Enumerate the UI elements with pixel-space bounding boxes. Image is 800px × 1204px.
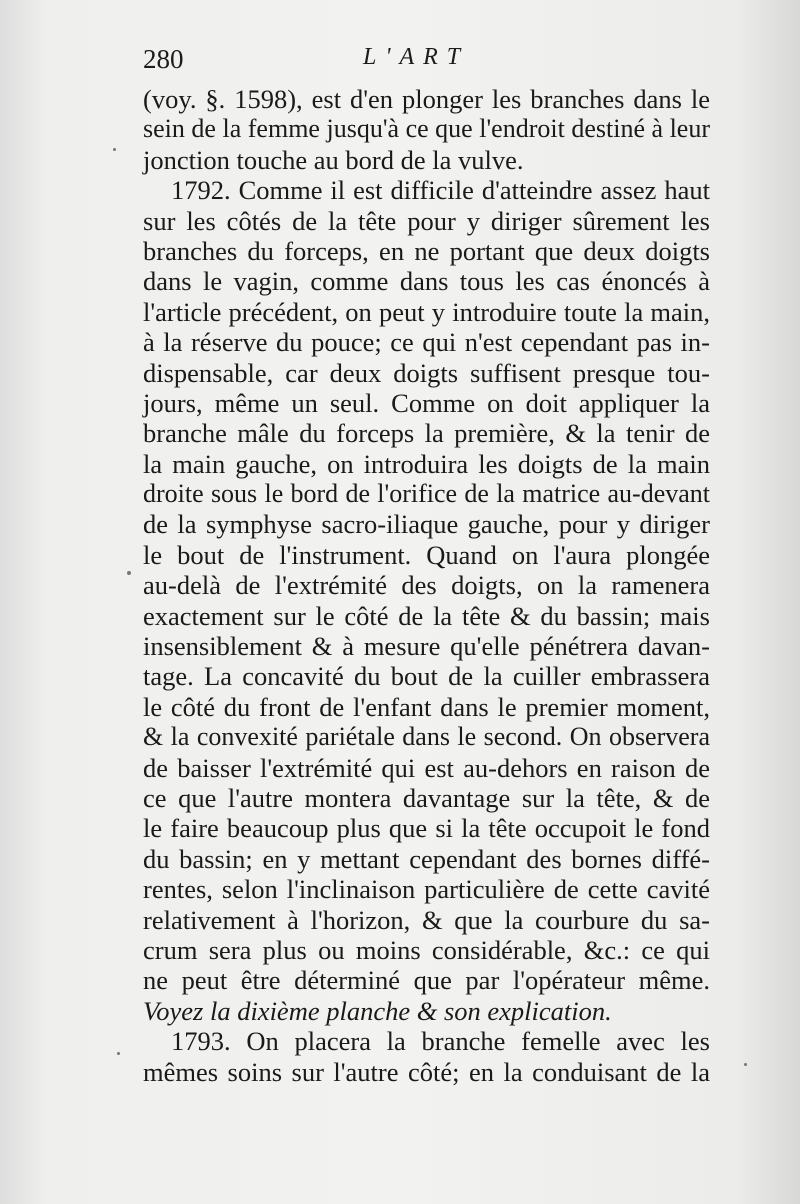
text-line: tage. La concavité du bout de la cuiller embrassera [143, 661, 710, 692]
text-line: ne peut être déterminé que par l'opérateur même. [143, 965, 710, 996]
text-line: le côté du front de l'enfant dans le premier moment, [143, 691, 710, 722]
text-line: de baisser l'extrémité qui est au-dehors en raison de [143, 752, 710, 783]
paper-speck [113, 148, 116, 151]
text-line: 1792. Comme il est difficile d'atteindre assez haut [171, 175, 710, 206]
text-line: l'article précédent, on peut y introduire toute la main, [143, 296, 710, 327]
page-header [143, 44, 708, 84]
page-number: 280 [143, 44, 184, 74]
text-line: crum sera plus ou moins considérable, &c.: ce qui [143, 934, 710, 965]
text-line: branches du forceps, en ne portant que deux doigts [143, 235, 710, 266]
text-line: sein de la femme jusqu'à ce que l'endroit destiné à leur [143, 114, 710, 144]
text-line: & la convexité pariétale dans le second. On observera [143, 722, 710, 752]
body-text [143, 84, 710, 1087]
text-line: le faire beaucoup plus que si la tête occupoit le fond [143, 813, 710, 844]
text-line: la main gauche, on introduira les doigts de la main [143, 448, 710, 479]
paper-speck [744, 1063, 747, 1066]
text-line: exactement sur le côté de la tête & du bassin; mais [143, 600, 710, 631]
text-line: au-delà de l'extrémité des doigts, on la ramenera [143, 570, 710, 601]
text-line: dans le vagin, comme dans tous les cas énoncés à [143, 266, 710, 297]
text-line: ce que l'autre montera davantage sur la tête, & de [143, 782, 710, 813]
text-line: relativement à l'horizon, & que la courbure du sa- [143, 904, 710, 935]
text-line: mêmes soins sur l'autre côté; en la conduisant de la [143, 1056, 710, 1087]
text-line: droite sous le bord de l'orifice de la matrice au-devant [143, 479, 710, 509]
text-line: jonction touche au bord de la vulve. [143, 144, 524, 175]
text-line: du bassin; en y mettant cependant des bornes diffé- [143, 843, 710, 874]
text-line: (voy. §. 1598), est d'en plonger les branches dans le [143, 84, 710, 114]
text-line: sur les côtés de la tête pour y diriger sûrement les [143, 205, 710, 236]
text-line: branche mâle du forceps la première, & la tenir de [143, 418, 710, 449]
text-line: rentes, selon l'inclinaison particulière de cette cavité [143, 874, 710, 905]
text-line: de la symphyse sacro-iliaque gauche, pour y diriger [143, 509, 710, 540]
text-line: le bout de l'instrument. Quand on l'aura plongée [143, 539, 710, 570]
text-line: 1793. On placera la branche femelle avec les [171, 1026, 710, 1057]
text-line: insensiblement & à mesure qu'elle pénétrera davan- [143, 631, 710, 662]
text-line: à la réserve du pouce; ce qui n'est cependant pas in- [143, 327, 710, 358]
text-line: Voyez la dixième planche & son explication. [143, 995, 612, 1026]
paper-speck [127, 571, 131, 575]
text-line: dispensable, car deux doigts suffisent presque tou- [143, 357, 710, 388]
running-title: L'ART [363, 44, 470, 70]
paper-speck [117, 1052, 120, 1055]
text-line: jours, même un seul. Comme on doit appliquer la [143, 387, 710, 418]
